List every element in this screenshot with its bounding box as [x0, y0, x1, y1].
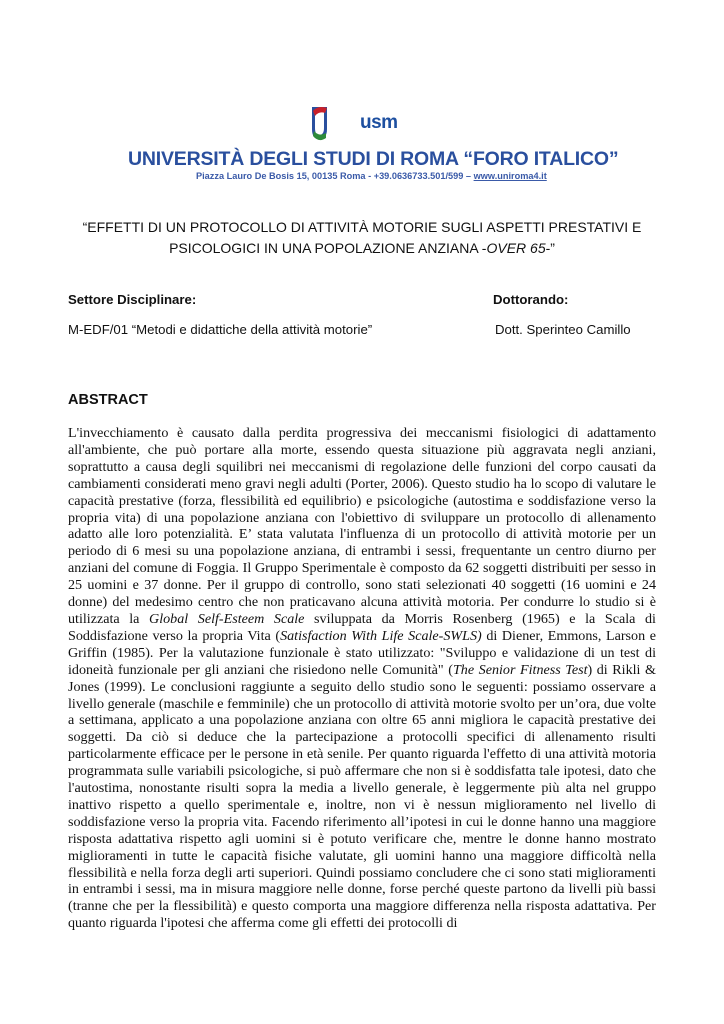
university-address [196, 171, 547, 181]
logo-text: usm [360, 112, 398, 133]
title-line-1: “EFFETTI DI UN PROTOCOLLO DI ATTIVITÀ MOTORIE SUGLI ASPETTI PRESTATIVI E [82, 219, 642, 235]
title-line-2-italic: OVER 65 [486, 240, 546, 256]
abstract-text-4: ) di Rikli & Jones (1999). Le conclusioni raggiunte a seguito dello studio sono le seguenti: possiamo osservare a livello generale (maschile e femminile) che un protocollo di attività motorie svolto per un’ora, due volte a settimana, applicato a una popolazione anziana con oltre 65 anni migliora le capacità prestative dei soggetti. Da ciò si deduce che la partecipazione a protocolli specifici di allenamento risulti particolarmente efficace per le persone in età senile. Per quanto riguarda l'effetto di una attività motoria programmata sulle variabili psicologiche, si può affermare che non si è soddisfatta tale ipotesi, dato che l'autostima, nonostante risulti sopra la media a livello generale, è leggermente più alta nel gruppo inattivo rispetto a quello sperimentale e, inoltre, non vi è nessun miglioramento nel livello di soddisfazione verso la propria vita. Facendo riferimento all’ipotesi in cui le donne hanno una maggiore risposta adattativa rispetto agli uomini si è potuto verificare che, mentre le donne hanno mostrato miglioramenti in tutte le capacità fisiche valutate, gli uomini hanno una maggiore difficoltà nella flessibilità e nella forza degli arti superiori. Quindi possiamo concludere che ci sono stati miglioramenti in entrambi i sessi, ma in misura maggiore nelle donne, forse perché queste partono da livelli più bassi (tranne che per la flessibilità) e questo comporta una maggiore differenza nella risposta adattativa. Per quanto riguarda l'ipotesi che afferma come gli effetti dei protocolli di [68, 661, 657, 932]
dottorando-label: Dottorando: [493, 292, 569, 307]
settore-value: M-EDF/01 “Metodi e didattiche della attività motorie” [68, 322, 373, 337]
abstract-text-2: sviluppata da Morris Rosenberg (1965) e la Scala di Soddisfazione verso la propria Vita ( [68, 610, 656, 644]
abstract-text-3: di Diener, Emmons, Larson e Griffin (1985). Per la valutazione funzionale è stato utilizzato: "Sviluppo e validazione di un test di idoneità funzionale per gli anziani che risiedono nelle Comunità" ( [68, 627, 656, 678]
title-line-2 [60, 238, 664, 259]
dottorando-value: Dott. Sperinteo Camillo [495, 322, 631, 337]
abstract-italic-2: Satisfaction With Life Scale-SWLS) [280, 627, 482, 644]
website-link[interactable]: www.uniroma4.it [473, 171, 547, 181]
abstract-heading: ABSTRACT [68, 392, 148, 408]
document-title [60, 217, 664, 259]
abstract-text-1: L'invecchiamento è causato dalla perdita progressiva dei meccanismi fisiologici di adattamento all'ambiente, che può portare alla morte, essendo questa situazione più aggravata negli anziani, soprattutto a causa degli squilibri nei meccanismi di regolazione delle funzioni del corpo causati da cambiamenti considerati meno gravi negli adulti (Porter, 2006). Questo studio ha lo scopo di valutare le capacità prestative (forza, flessibilità ed equilibrio) e psicologiche (autostima e soddisfazione verso la propria vita) di una popolazione anziana con l'obiettivo di sviluppare un protocollo di allenamento adatto alle loro potenzialità. E’ stata valutata l'influenza di un protocollo di attività motorie per un periodo di 6 mesi su una popolazione anziana, di entrambi i sessi, frequentante un centro diurno per anziani del comune di Foggia. Il Gruppo Sperimentale è composto da 62 soggetti distribuiti per sesso in 25 uomini e 37 donne. Per il gruppo di controllo, sono stati selezionati 40 soggetti (16 uomini e 24 donne) del medesimo centro che non praticavano alcuna attività motoria. Per condurre lo studio si è utilizzata la [68, 425, 656, 627]
abstract-body [68, 425, 656, 932]
abstract-italic-1: Global Self-Esteem Scale [149, 610, 305, 627]
title-line-2-end: -” [545, 240, 555, 256]
university-name: UNIVERSITÀ DEGLI STUDI DI ROMA “FORO ITALICO” [128, 148, 619, 170]
abstract-italic-3: The Senior Fitness Test [452, 661, 588, 678]
settore-label: Settore Disciplinare: [68, 292, 197, 307]
title-line-2-text: PSICOLOGICI IN UNA POPOLAZIONE ANZIANA - [169, 240, 487, 256]
address-text: Piazza Lauro De Bosis 15, 00135 Roma - +39.0636733.501/599 – [196, 171, 474, 181]
